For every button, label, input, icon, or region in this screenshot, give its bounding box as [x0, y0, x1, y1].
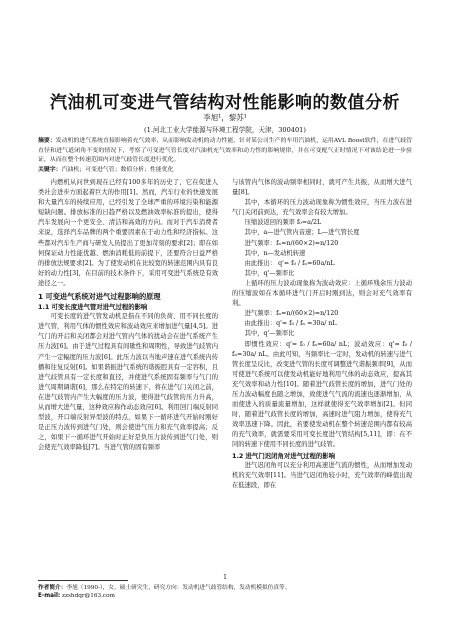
page-number: 1	[223, 574, 227, 581]
paragraph: 由此推出：q'= f₀ / fₙ =30a/ nL	[244, 320, 337, 328]
paragraph: 即惯性效应：q'= f₀ / fₙ=60a/ nL；波动效应：q'= f₀ / fₙ=30a/ nL。由此可知，当频率比一定时，发动机的转速与进气管长度呈反比，改变进气管的长度可调整进气谐振频率[9]，从而可使进气系统可以使发动机能好地利用气体的动态效应，提高其充气效率和动力性[10]。随着进气歧管长度的增加，进气门处的压力波动幅度也随之增加，致使进气气流的流速也逐渐增加，从而使进入的质量流量增加，这样就使得充气效率增加[2]。但同时，随着进气歧管长度的增加，高速时进气阻力增加，使得充气效率迅速下降。因此，若要使发动机在整个转速范围内都有较高的充气效率，就需要采用可变长度进气管结构[5,11]，即：在不同的转速下使用不同长度的进气歧管。	[232, 340, 412, 449]
footnote-author-label: 作者简介：	[38, 585, 67, 591]
paragraph: 其中，本循环的压力波动现象称为惯性效应，当压力波在进气门关闭前到达，充气效率会有较大增加。	[232, 199, 412, 217]
paragraph: 其中，q'—频率比	[244, 269, 295, 277]
paragraph: 其中，q'—频率比	[244, 330, 295, 338]
paragraph: 内燃机从问世到现在已经有100多年的历史了，它在促进人类社会进步方面起着巨大的作用[1]。然而，汽车行业的快速发展和大量汽车的持续应用，已经引发了全球严重的环境污染和能源短缺问题。排放标准的日趋严格以及燃油效率标准的提出，使得汽车发展向一个更安全、清洁和高效的方向。而对于汽车消费者来说，选择汽车品牌的两个重要因素在于动力性和经济指标。这些都对汽车生产商与研发人员提出了更加苛刻的要求[2]；即在如何保证动力性能优越、燃油消耗低的前提下，还要符合日益严格的排放法规要求[2]。为了使发动机在比较宽的转速范围内具有良好的动力性[3]，在目前的技术条件下，采用可变进气系统是有效途径之一。	[38, 179, 218, 287]
paragraph: 与该管内气体的波动频率相同时，就可产生共振，从而增大进气量[8]。	[232, 179, 412, 197]
paragraph: 由此推出： q'= f₀ / fₙ=60a/nL	[244, 259, 335, 267]
abstract-text: 发动机的进气系统直接影响着充气效率、从而影响发动机的动力性能，针对某公司生产的车用汽油机，运用AVL Boost软件，在进气歧管直径和进气道闭角不变的情况下，考察了可变进气管长度对汽油机充气效率和动力性的影响规律，并在可变配气正时情况下对该结论进一步验证，从而在整个转速范围内对进气歧管长度进行优化。	[38, 138, 412, 164]
footnote-author-text: 李旭（1990-），女，硕士研究生，研究方向：发动机进气歧管结构，发动机模拟仿真等。	[66, 585, 291, 591]
footnote-author-line	[38, 584, 412, 592]
subsection-heading: 1.1 可变长度进气管对进气过程的影响	[38, 303, 148, 312]
paragraph: 可变长度的进气管发动机是指在不同的负荷、用不同长度的进气管，利用气体的惯性效应和波动效应来增加进气量[4,5]。进气门的开启和关闭都会对进气管内气体的扰动会在进气系统产生压力波[6]。由于进气过程具有间歇性和周期性，导致进气歧管内产生一定幅度的压力波[6]。此压力波以当地声速在进气系统内传播和往复反射[6]。如果谐振进气系统的谐振腔具有一定容积，且进气歧管具有一定长度和直径，并使进气系统固有频率与气门的进气周期调谐[6]，那么在特定的转速下，将在进气门关闭之前，在进气歧管内产生大幅度的压力波，使得进气歧管的压力升高，从而增大进气量，这种效应称作动态效应[6]。利用回门端反射同型波，开口端反射异型波的特点，如果下一循环进气开始时刚好是正压力波传到进气门处，则会使进气压力和充气效率提高；反之，如果下一循环进气开始时正好是负压力波传到进气门处，则会使充气效率降低[7]。当进气管的固有频率	[38, 313, 218, 452]
footnote-email-line	[38, 592, 412, 600]
section-heading: 1 可变进气系统对进气过程影响的原理	[38, 292, 161, 302]
paragraph: 其中，a—进气管内音速；L—进气管长度	[244, 229, 360, 237]
keywords-label: 关键字：	[38, 167, 62, 173]
paper-affiliation: (1.河北工业大学能源与环境工程学院，天津，300401)	[144, 126, 306, 134]
paragraph: 上循环的压力波动现象称为波动效应：上循环残余压力波动的压缩波如在本循环进气门开启时刚到达，则会对充气效率有利。	[232, 279, 412, 308]
abstract-label: 摘要：	[38, 138, 56, 144]
subsection-heading: 1.2 进气门迟闭角对进气过程的影响	[232, 451, 336, 460]
footnote	[38, 584, 412, 601]
footnote-email-label: E-mail:	[38, 593, 61, 600]
body-column-left	[38, 178, 218, 576]
body-column-right	[232, 178, 412, 576]
paper-authors: 李旭¹，黎苏¹	[203, 113, 247, 122]
keywords-text: 汽油机；可变进气管；数值分析；性能优化	[61, 167, 174, 173]
paragraph: 其中，n—发动机转速	[244, 249, 306, 257]
paper-title: 汽油机可变进气管结构对性能影响的数值分析	[50, 93, 400, 113]
paragraph: 进气频率：fₙ=n/(60×2)=n/120	[244, 239, 339, 247]
paragraph: 进气频率：fₙ=n/(60×2)=n/120	[244, 310, 339, 318]
footnote-divider	[38, 580, 128, 581]
footnote-email-text: zzshdqr@163.com	[62, 593, 115, 600]
keywords	[38, 166, 412, 175]
abstract	[38, 137, 412, 166]
paragraph: 压缩波返回的频率 f₀=a/2L	[244, 219, 322, 227]
paragraph: 进气迟闭角可以充分利用高速进气流的惯性，从而增加发动机的充气效率[11]。当进气迟闭角较小时，充气效率的峰值出现在低速段，即在	[232, 461, 412, 489]
